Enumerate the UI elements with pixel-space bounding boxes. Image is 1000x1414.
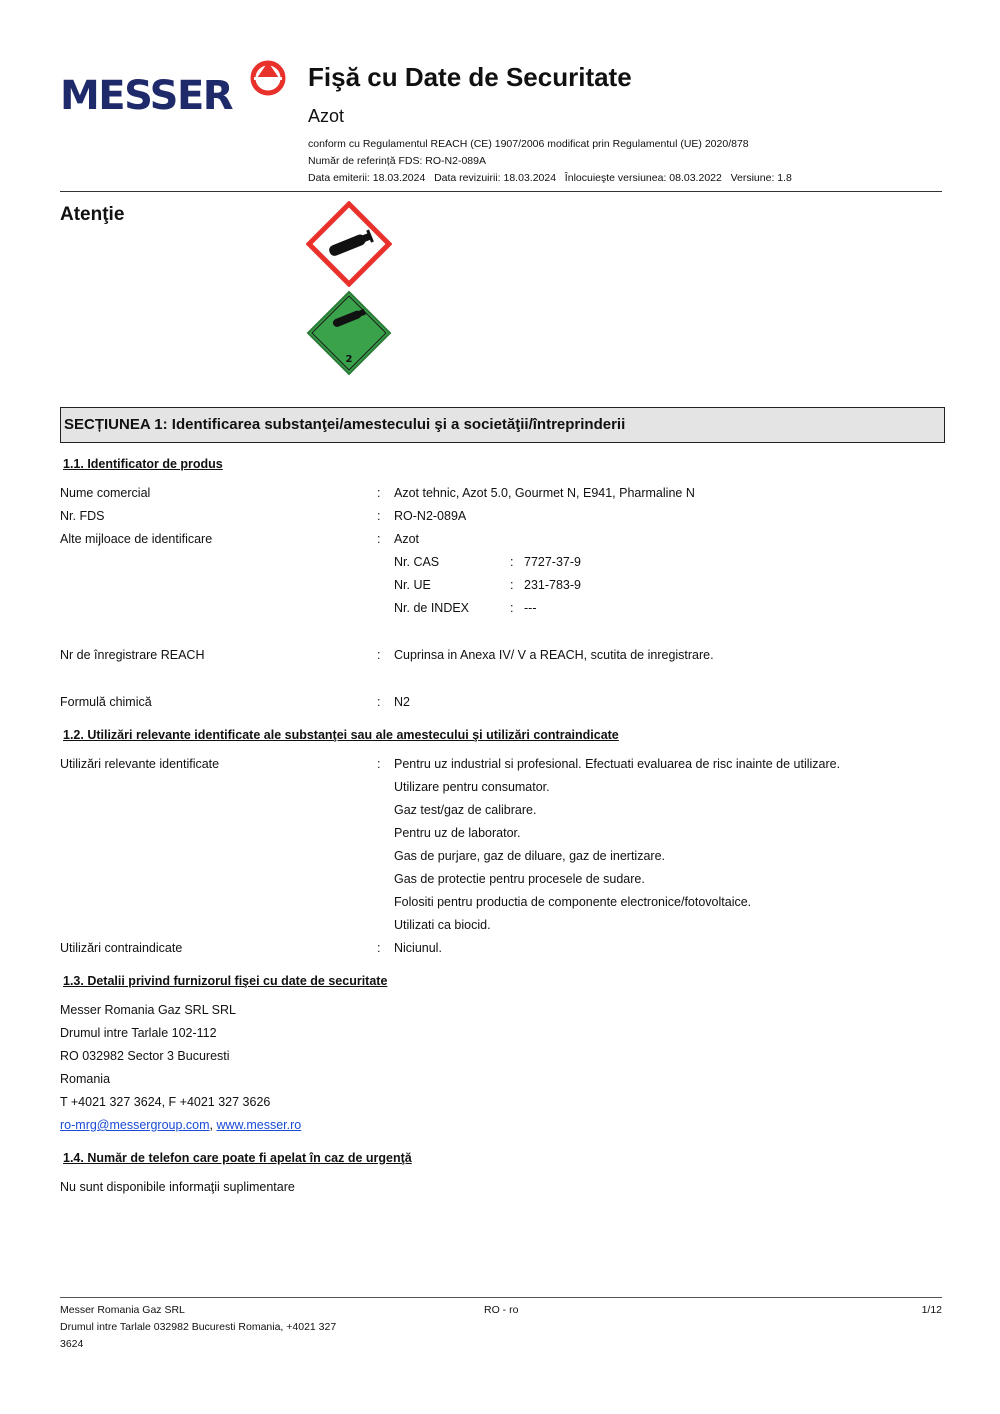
footer-divider — [60, 1297, 942, 1298]
footer-address-line2: 3624 — [60, 1338, 84, 1350]
colon: : — [377, 509, 381, 523]
colon: : — [377, 757, 381, 771]
trade-name-label: Nume comercial — [60, 486, 151, 500]
colon: : — [377, 648, 381, 662]
index-label: Nr. de INDEX — [394, 601, 470, 615]
use-item: Gaz test/gaz de calibrare. — [394, 803, 537, 817]
sds-number-value: RO-N2-089A — [394, 509, 467, 523]
website-link[interactable]: www.messer.ro — [216, 1118, 302, 1132]
transport-class-number: 2 — [345, 354, 353, 365]
contraindicated-uses-label: Utilizări contraindicate — [60, 941, 183, 955]
logo-wordmark: MESSER — [60, 73, 233, 119]
subsection-1-2-heading: 1.2. Utilizări relevante identificate ale substanţei sau ale amestecului şi utilizări contraindicate — [63, 728, 619, 742]
formula-value: N2 — [394, 695, 410, 709]
messer-logo — [60, 58, 290, 119]
contact-separator: , — [209, 1118, 217, 1132]
subsection-1-1-heading: 1.1. Identificator de produs — [63, 457, 223, 471]
header-divider — [60, 191, 942, 192]
sds-number-label: Nr. FDS — [60, 509, 105, 523]
contraindicated-uses-value: Niciunul. — [394, 941, 442, 955]
messer-logo-icon — [248, 58, 288, 102]
supplier-city: RO 032982 Sector 3 Bucuresti — [60, 1049, 230, 1063]
footer-language: RO - ro — [484, 1304, 519, 1316]
reach-value: Cuprinsa in Anexa IV/ V a REACH, scutita de inregistrare. — [394, 648, 714, 662]
gas-cylinder-icon — [306, 201, 392, 287]
colon: : — [510, 555, 514, 569]
trade-name-value: Azot tehnic, Azot 5.0, Gourmet N, E941, Pharmaline N — [394, 486, 695, 500]
colon: : — [377, 941, 381, 955]
supplier-contacts — [60, 1118, 301, 1132]
signal-word: Atenţie — [60, 204, 125, 225]
use-item: Pentru uz de laborator. — [394, 826, 521, 840]
regulation-line: conform cu Regulamentul REACH (CE) 1907/2006 modificat prin Regulamentul (UE) 2020/878 — [308, 138, 749, 150]
ec-value: 231-783-9 — [524, 578, 581, 592]
formula-label: Formulă chimică — [60, 695, 152, 709]
dates-line: Data emiterii: 18.03.2024 Data revizuirii: 18.03.2024 Înlocuieşte versiunea: 08.03.2022 Versiune: 1.8 — [308, 172, 792, 184]
section-1-title: SECȚIUNEA 1: Identificarea substanţei/amestecului şi a societăţii/întreprinderii — [60, 407, 945, 443]
colon: : — [510, 578, 514, 592]
use-item: Utilizare pentru consumator. — [394, 780, 550, 794]
use-item: Pentru uz industrial si profesional. Efectuati evaluarea de risc inainte de utilizare. — [394, 757, 841, 771]
other-identification-value: Azot — [394, 532, 420, 546]
supplier-country: Romania — [60, 1072, 111, 1086]
cas-value: 7727-37-9 — [524, 555, 581, 569]
footer-address-line1: Drumul intre Tarlale 032982 Bucuresti Romania, +4021 327 — [60, 1321, 337, 1333]
colon: : — [510, 601, 514, 615]
supplier-company: Messer Romania Gaz SRL SRL — [60, 1003, 236, 1017]
colon: : — [377, 532, 381, 546]
other-identification-label: Alte mijloace de identificare — [60, 532, 213, 546]
email-link[interactable]: ro-mrg@messergroup.com — [60, 1118, 210, 1132]
use-item: Gas de protectie pentru procesele de sudare. — [394, 872, 645, 886]
use-item: Utilizati ca biocid. — [394, 918, 491, 932]
subsection-1-3-heading: 1.3. Detalii privind furnizorul fişei cu date de securitate — [63, 974, 388, 988]
use-item: Folositi pentru productia de componente electronice/fotovoltaice. — [394, 895, 752, 909]
footer-company: Messer Romania Gaz SRL — [60, 1304, 185, 1316]
reference-line: Număr de referință FDS: RO-N2-089A — [308, 155, 486, 167]
supplier-phone: T +4021 327 3624, F +4021 327 3626 — [60, 1095, 271, 1109]
document-title: Fişă cu Date de Securitate — [308, 62, 632, 92]
supplier-street: Drumul intre Tarlale 102-112 — [60, 1026, 217, 1040]
index-value: --- — [524, 601, 537, 615]
ec-label: Nr. UE — [394, 578, 431, 592]
use-item: Gas de purjare, gaz de diluare, gaz de inertizare. — [394, 849, 665, 863]
footer-page-number: 1/12 — [921, 1304, 942, 1316]
emergency-info-text: Nu sunt disponibile informaţii suplimentare — [60, 1180, 295, 1194]
subsection-1-4-heading: 1.4. Număr de telefon care poate fi apelat în caz de urgenţă — [63, 1151, 412, 1165]
class-2-transport-icon — [306, 290, 392, 376]
reach-label: Nr de înregistrare REACH — [60, 648, 205, 662]
colon: : — [377, 695, 381, 709]
colon: : — [377, 486, 381, 500]
substance-name: Azot — [308, 106, 345, 126]
cas-label: Nr. CAS — [394, 555, 440, 569]
relevant-uses-label: Utilizări relevante identificate — [60, 757, 220, 771]
